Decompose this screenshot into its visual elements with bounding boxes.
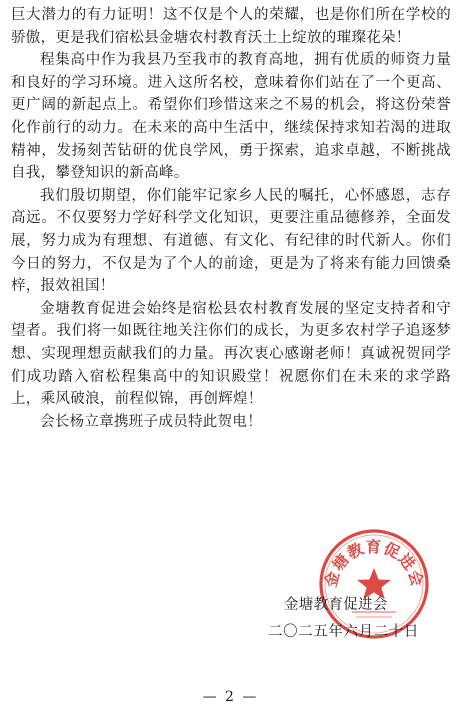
svg-text:金塘教育促进会: 金塘教育促进会: [320, 537, 428, 590]
paragraph-association-support: 金塘教育促进会始终是宿松县农村教育发展的坚定支持者和守望者。我们将一如既往地关注你们的成长，为更多农村学子追逐梦想、实现理想贡献我们的力量。再次衷心感谢老师！真诚祝贺同学们成功踏入宿松程集高中的知识殿堂！祝愿你们在未来的求学路上，乘风破浪，前程似锦，再创辉煌！: [11, 300, 451, 408]
paragraph-expectations: 我们殷切期望，你们能牢记家乡人民的嘱托，心怀感恩，志存高远。不仅要努力学好科学文化知识，更要注重品德修养，全面发展，努力成为有理想、有道德、有文化、有纪律的时代新人。你们今日的努力，不仅是为了个人的前途，更是为了将来有能力回馈桑梓，报效祖国！: [11, 187, 451, 295]
paragraph-closing: 会长杨立章携班子成员特此贺电！: [40, 413, 262, 430]
paragraph-continuation: 巨大潜力的有力证明！这不仅是个人的荣耀，也是你们所在学校的骄傲，更是我们宿松县金塘农村教育沃土上绽放的璀璨花朵！: [11, 7, 451, 46]
page-number: — 2 —: [202, 689, 259, 705]
signature-organization: 金塘教育促进会: [284, 597, 388, 613]
paragraph-school-introduction: 程集高中作为我县乃至我市的教育高地，拥有优质的师资力量和良好的学习环境。进入这所名校，意味着你们站在了一个更高、更广阔的新起点上。希望你们珍惜这来之不易的机会，将这份荣誉化作前行的动力。在未来的高中生活中，继续保持求知若渴的进取精神，发扬刻苦钻研的优良学风，勇于探索，追求卓越，不断挑战自我，攀登知识的新高峰。: [11, 52, 451, 182]
letter-body: [11, 4, 451, 433]
signature-date: 二〇二五年六月二十日: [268, 624, 419, 640]
